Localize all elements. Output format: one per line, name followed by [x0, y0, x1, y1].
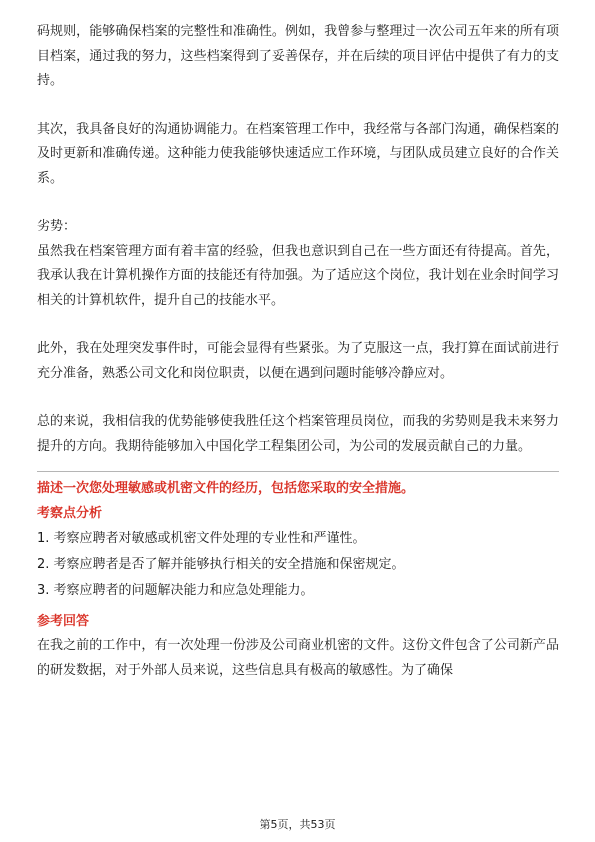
analysis-list	[37, 526, 559, 604]
spacer	[37, 94, 559, 118]
answer-heading: 参考回答	[37, 614, 90, 629]
paragraph-communication: 其次，我具备良好的沟通协调能力。在档案管理工作中，我经常与各部门沟通，确保档案的及时更新和准确传递。这种能力使我能够快速适应工作环境，与团队成员建立良好的合作关系。	[37, 121, 559, 186]
spacer	[37, 313, 559, 337]
page-number: 第5页，共53页	[259, 818, 336, 831]
paragraph-weakness: 虽然我在档案管理方面有着丰富的经验，但我也意识到自己在一些方面还有待提高。首先，我承认我在计算机操作方面的技能还有待加强。为了适应这个岗位，我计划在业余时间学习相关的计算机软件，提升自己的技能水平。	[37, 243, 559, 308]
analysis-item: 3. 考察应聘者的问题解决能力和应急处理能力。	[37, 583, 314, 598]
question-title: 描述一次您处理敏感或机密文件的经历，包括您采取的安全措施。	[37, 481, 415, 496]
document-page	[37, 20, 559, 683]
paragraph-emergency: 此外，我在处理突发事件时，可能会显得有些紧张。为了克服这一点，我打算在面试前进行充分准备，熟悉公司文化和岗位职责，以便在遇到问题时能够冷静应对。	[37, 341, 559, 381]
section-divider	[37, 471, 559, 472]
weakness-label: 劣势：	[37, 219, 77, 234]
paragraph-strength-continued: 码规则，能够确保档案的完整性和准确性。例如，我曾参与整理过一次公司五年来的所有项目档案，通过我的努力，这些档案得到了妥善保存，并在后续的项目评估中提供了有力的支持。	[37, 24, 559, 88]
spacer	[37, 386, 559, 410]
answer-paragraph: 在我之前的工作中，有一次处理一份涉及公司商业机密的文件。这份文件包含了公司新产品的研发数据，对于外部人员来说，这些信息具有极高的敏感性。为了确保	[37, 638, 559, 678]
spacer	[37, 191, 559, 215]
analysis-heading: 考察点分析	[37, 506, 103, 521]
analysis-item: 1. 考察应聘者对敏感或机密文件处理的专业性和严谨性。	[37, 531, 366, 546]
paragraph-summary: 总的来说，我相信我的优势能够使我胜任这个档案管理员岗位，而我的劣势则是我未来努力提升的方向。我期待能够加入中国化学工程集团公司，为公司的发展贡献自己的力量。	[37, 414, 559, 454]
analysis-item: 2. 考察应聘者是否了解并能够执行相关的安全措施和保密规定。	[37, 557, 405, 572]
